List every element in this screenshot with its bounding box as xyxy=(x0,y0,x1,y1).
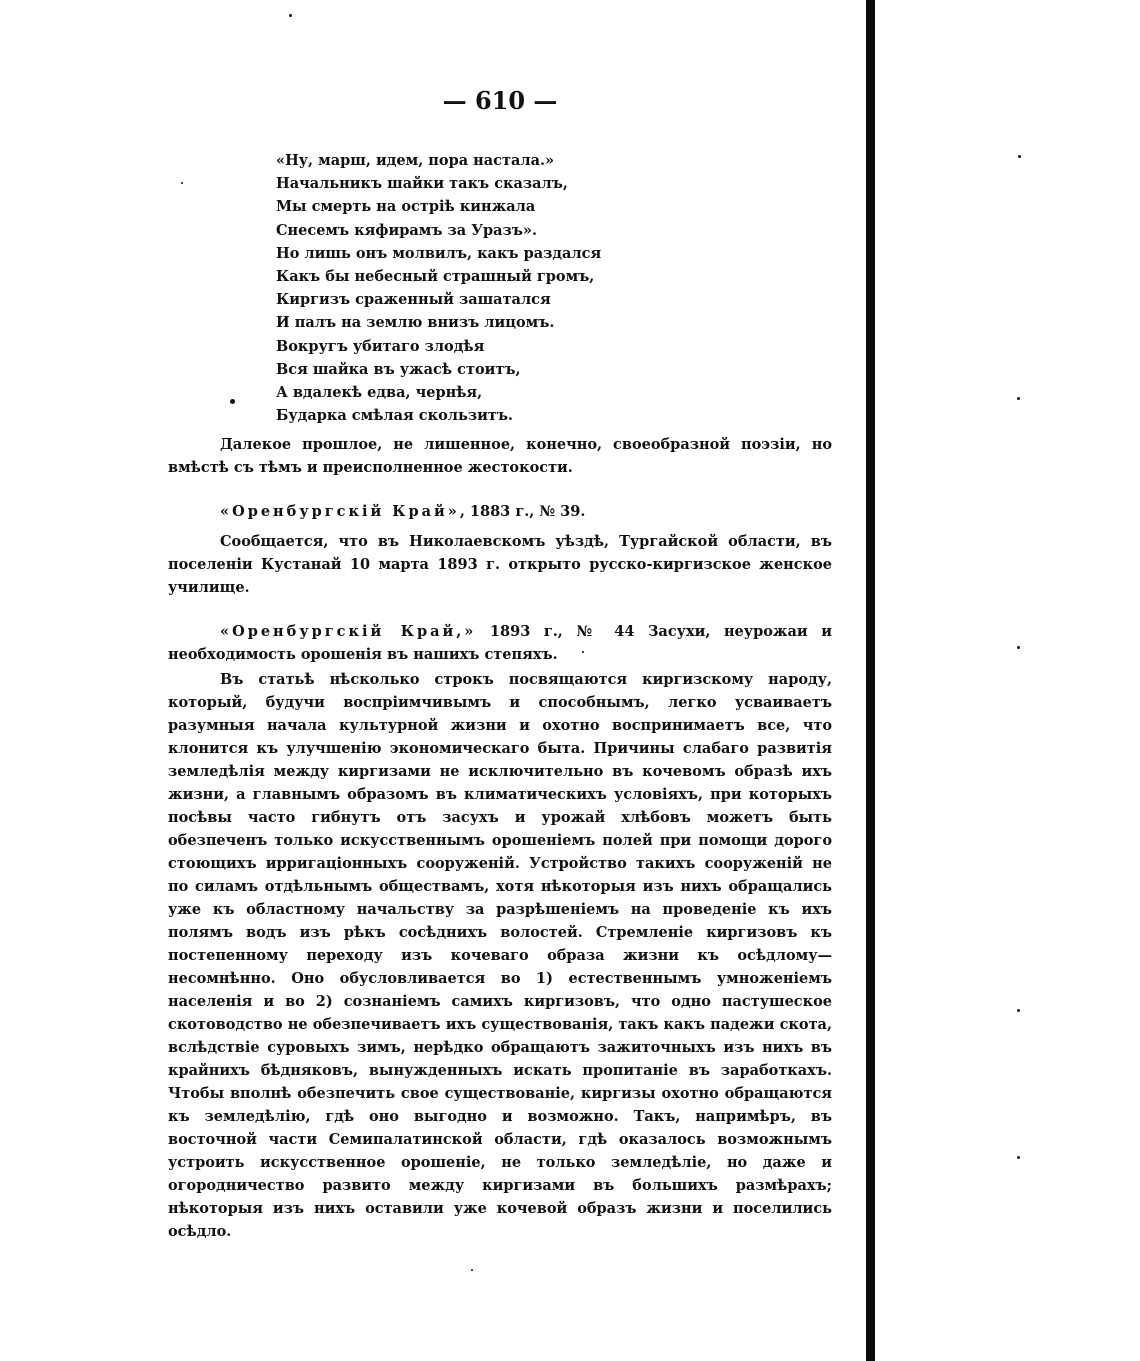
scan-speck xyxy=(289,14,292,17)
poem-line: А вдалекѣ едва, чернѣя, xyxy=(276,384,483,402)
section-heading-2 xyxy=(168,620,832,666)
source-title: «Оренбургскiй Край,» xyxy=(220,623,477,640)
poem-line: Какъ бы небесный страшный громъ, xyxy=(276,268,595,286)
poem-line: «Ну, марш, идем, пора настала.» xyxy=(276,152,555,169)
page-number: — 610 — xyxy=(442,86,558,115)
scan-speck xyxy=(230,399,235,404)
source-issue: 1893 г., № 44 Засухи, неурожаи и необходимость орошенiя въ нашихъ степяхъ. xyxy=(168,623,832,663)
source-title: «Оренбургскiй Край» xyxy=(220,503,460,520)
scan-speck xyxy=(1017,1009,1020,1012)
poem xyxy=(276,149,696,427)
scan-edge-shadow xyxy=(866,0,875,1361)
poem-line: Мы смерть на острiѣ кинжала xyxy=(276,198,536,216)
scan-speck xyxy=(1018,155,1021,158)
scan-speck xyxy=(1017,397,1020,400)
poem-line: Снесемъ кяфирамъ за Уразъ». xyxy=(276,221,537,239)
scan-speck xyxy=(181,182,183,184)
scan-speck xyxy=(471,1269,473,1271)
poem-line: Бударка смѣлая скользитъ. xyxy=(276,407,513,425)
section-heading-1 xyxy=(168,500,832,523)
remark-paragraph: Далекое прошлое, не лишенное, конечно, своеобразной поэзiи, но вмѣстѣ съ тѣмъ и преисполненное жестокости. xyxy=(168,436,832,476)
poem-line: Киргизъ сраженный зашатался xyxy=(276,291,551,309)
poem-line: Начальникъ шайки такъ сказалъ, xyxy=(276,175,568,193)
poem-line: Но лишь онъ молвилъ, какъ раздался xyxy=(276,244,602,262)
poem-line: Вся шайка въ ужасѣ стоитъ, xyxy=(276,360,521,378)
scan-speck xyxy=(1017,646,1020,649)
poem-line: И палъ на землю внизъ лицомъ. xyxy=(276,314,555,332)
body-paragraph: Въ статьѣ нѣсколько строкъ посвящаются киргизскому народу, который, будучи воспрiимчивымъ и способнымъ, легко усваиваетъ разумныя начала культурной жизни и охотно воспринимаетъ все, что клонится къ улучшенiю экономическаго быта. Причины слабаго развитiя земледѣлiя между киргизами не исключительно въ кочевомъ образѣ ихъ жизни, а главнымъ образомъ въ климатическихъ условiяхъ, при которыхъ посѣвы часто гибнутъ отъ засухъ и урожай хлѣбовъ можетъ быть обезпеченъ только искусственнымъ орошенiемъ полей при помощи дорого стоющихъ ирригацiонныхъ сооруженiй. Устройство такихъ сооруженiй не по силамъ отдѣльнымъ обществамъ, хотя нѣкоторыя изъ нихъ обращались уже къ областному начальству за разрѣшенiемъ на проведенiе къ ихъ полямъ водъ изъ рѣкъ сосѣднихъ волостей. Стремленiе киргизовъ къ постепенному переходу изъ кочеваго образа жизни къ осѣдлому—несомнѣнно. Оно обусловливается во 1) естественнымъ умноженiемъ населенiя и во 2) сознанiемъ самихъ киргизовъ, что одно пастушеское скотоводство не обезпечиваетъ ихъ существованiя, такъ какъ падежи скота, вслѣдствiе суровыхъ зимъ, нерѣдко обращаютъ зажиточныхъ изъ нихъ въ крайнихъ бѣдняковъ, вынужденныхъ искать пропитанiе въ заработкахъ. Чтобы вполнѣ обезпечить свое существованiе, киргизы охотно обращаются къ земледѣлiю, гдѣ оно выгодно и возможно. Такъ, напримѣръ, въ восточной части Семипалатинской области, гдѣ оказалось возможнымъ устроить искусственное орошенiе, не только земледѣлiе, но даже и огородничество развито между киргизами въ большихъ размѣрахъ; нѣкоторыя изъ нихъ оставили уже кочевой образъ жизни и поселились осѣдло. xyxy=(168,671,832,1240)
source-issue: , 1883 г., № 39. xyxy=(459,503,586,520)
scan-speck xyxy=(1017,1156,1020,1159)
poem-line: Вокругъ убитаго злодѣя xyxy=(276,337,485,355)
notice-paragraph: Сообщается, что въ Николаевскомъ уѣздѣ, Тургайской области, въ поселенiи Кустанай 10 марта 1893 г. открыто русско-киргизское женское училище. xyxy=(168,533,832,596)
